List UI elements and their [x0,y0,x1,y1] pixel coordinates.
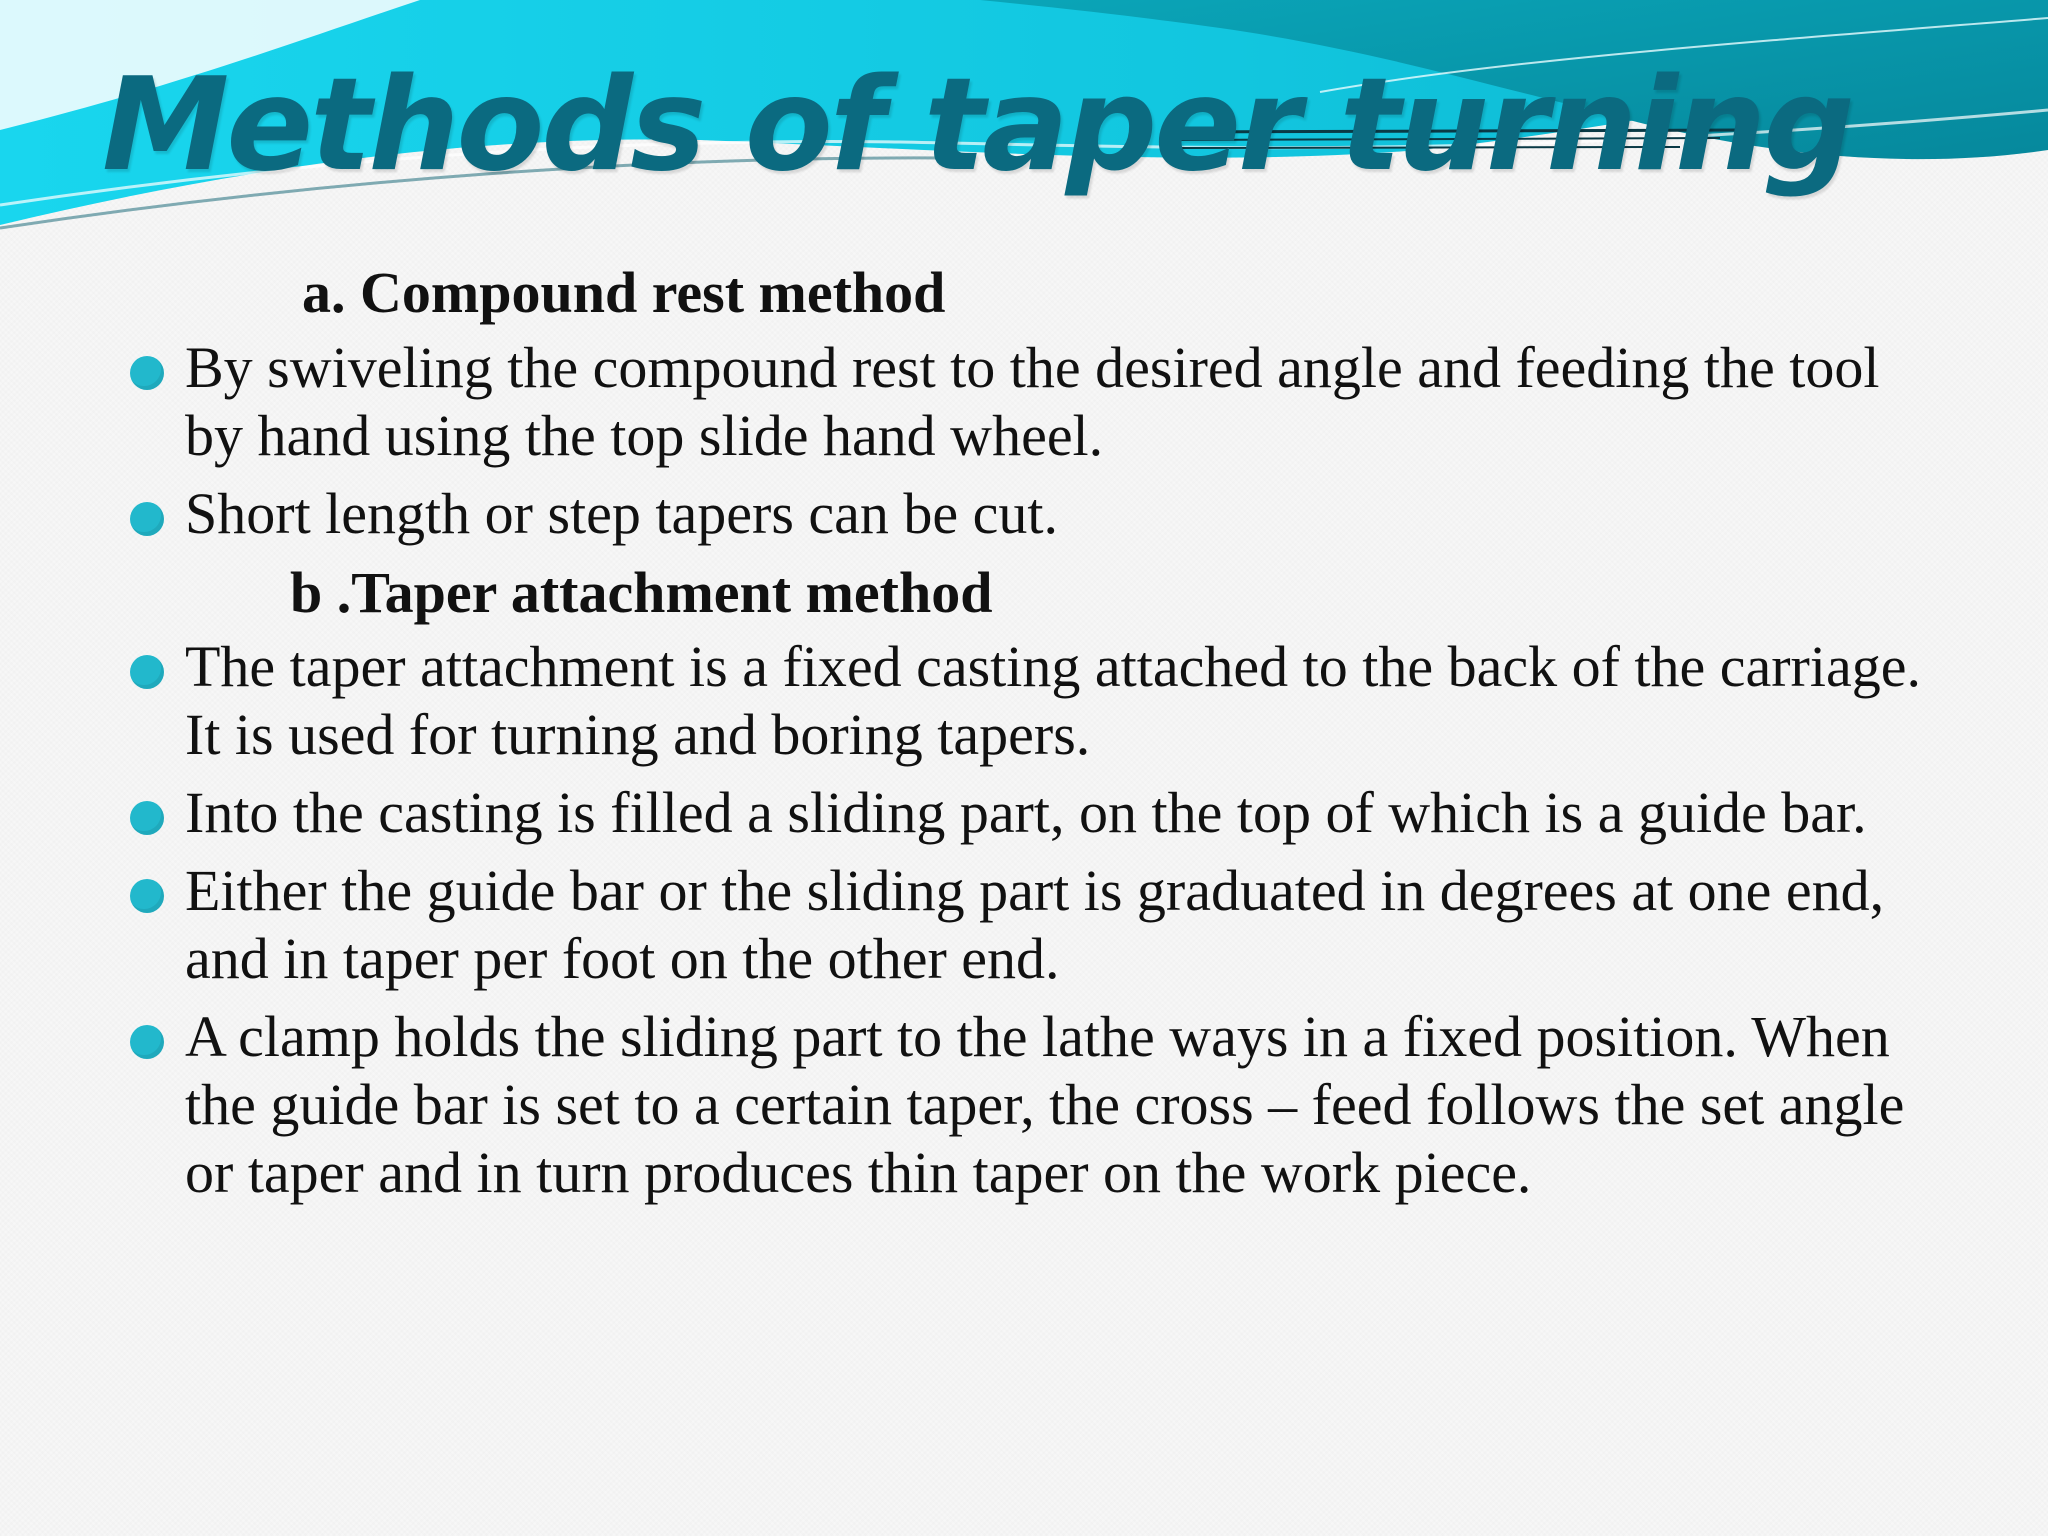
bullet-list-compound-rest [130,334,1950,548]
list-item [130,779,1950,847]
section-heading-taper-attachment: b .Taper attachment method [290,559,993,625]
list-item [130,857,1950,993]
bullet-text: By swiveling the compound rest to the desired angle and feeding the tool by hand using the top slide hand wheel. [185,334,1880,468]
bullet-dot-icon [130,655,164,689]
bullet-dot-icon [130,502,164,536]
list-item [130,334,1950,470]
bullet-text: A clamp holds the sliding part to the lathe ways in a fixed position. When the guide bar is set to a certain taper, the cross – feed follows the set angle or taper and in turn produces thin taper on the work piece. [185,1004,1905,1206]
bullet-dot-icon [130,356,164,390]
bullet-text: Short length or step tapers can be cut. [185,480,1058,546]
bullet-dot-icon [130,879,164,913]
list-item [130,1003,1950,1207]
slide-title: Methods of taper turning [102,51,1852,200]
bullet-dot-icon [130,1025,164,1059]
list-item [130,633,1950,769]
bullet-text: Into the casting is filled a sliding part, on the top of which is a guide bar. [185,780,1867,846]
list-item [130,480,1950,548]
section-heading-compound-rest: a. Compound rest method [302,260,946,325]
slide-content [130,258,1950,1217]
bullet-text: Either the guide bar or the sliding part is graduated in degrees at one end, and in taper per foot on the other end. [185,858,1885,992]
bullet-text: The taper attachment is a fixed casting attached to the back of the carriage. It is used for turning and boring tapers. [185,634,1921,768]
bullet-dot-icon [130,801,164,835]
bullet-list-taper-attachment [130,633,1950,1207]
